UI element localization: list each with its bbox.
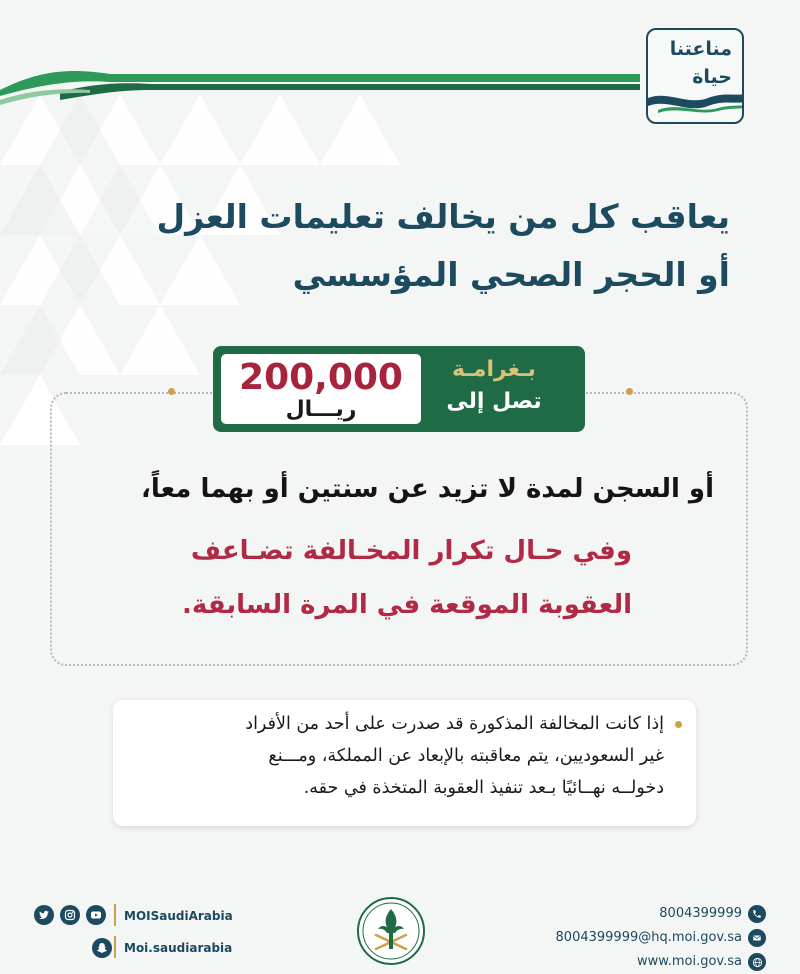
fine-amount-box	[221, 354, 421, 424]
headline-line2: أو الحجر الصحي المؤسسي	[292, 255, 730, 294]
snapchat-handle[interactable]: Moi.saudiarabia	[124, 941, 233, 955]
email-address[interactable]: 8004399999@hq.moi.gov.sa	[555, 930, 742, 945]
campaign-logo	[646, 28, 744, 124]
card-accent-dot-right	[626, 388, 633, 395]
youtube-icon[interactable]	[86, 905, 106, 925]
repeat-offense-line1: وفي حـال تكرار المخـالفة تضـاعف	[190, 536, 632, 566]
footer-separator-2	[114, 936, 116, 958]
logo-text-line1: مناعتنا	[669, 38, 732, 60]
note-line1: إذا كانت المخالفة المذكورة قد صدرت على أحد من الأفراد	[245, 714, 664, 734]
prison-text: أو السجن لمدة لا تزيد عن سنتين أو بهما معاً،	[140, 474, 714, 504]
phone-icon	[748, 905, 766, 923]
logo-text-line2: حياة	[692, 66, 732, 88]
fine-label-line2: تصل إلى	[446, 389, 542, 414]
fine-label-line1: بـغرامـة	[452, 357, 536, 382]
website-url[interactable]: www.moi.gov.sa	[637, 954, 742, 969]
globe-icon	[748, 953, 766, 971]
repeat-offense-line2: العقوبة الموقعة في المرة السابقة.	[182, 590, 632, 620]
card-accent-dot-left	[168, 388, 175, 395]
instagram-icon[interactable]	[60, 905, 80, 925]
fine-badge	[213, 346, 585, 432]
footer-separator-1	[114, 904, 116, 926]
note-bullet-dot	[675, 721, 682, 728]
penalty-card	[50, 392, 748, 666]
green-wave-decoration	[0, 60, 640, 110]
foreigner-note-card	[113, 700, 696, 826]
social-icons-row	[34, 905, 106, 925]
note-line2: غير السعوديين، يتم معاقبته بالإبعاد عن المملكة، ومـــنع	[268, 746, 664, 766]
fine-amount: 200,000	[239, 357, 403, 398]
twitter-icon[interactable]	[34, 905, 54, 925]
fine-currency: ريـــال	[285, 397, 357, 422]
snapchat-icon[interactable]	[92, 938, 112, 958]
phone-number[interactable]: 8004399999	[659, 906, 742, 921]
social-handle[interactable]: MOISaudiArabia	[124, 909, 233, 923]
note-line3: دخولــه نهــائيًا بـعد تنفيذ العقوبة المتخذة في حقه.	[303, 778, 664, 798]
headline-line1: يعاقب كل من يخالف تعليمات العزل	[156, 197, 730, 236]
saudi-emblem-icon	[356, 895, 426, 967]
email-icon	[748, 929, 766, 947]
logo-wave-icon	[648, 88, 744, 114]
